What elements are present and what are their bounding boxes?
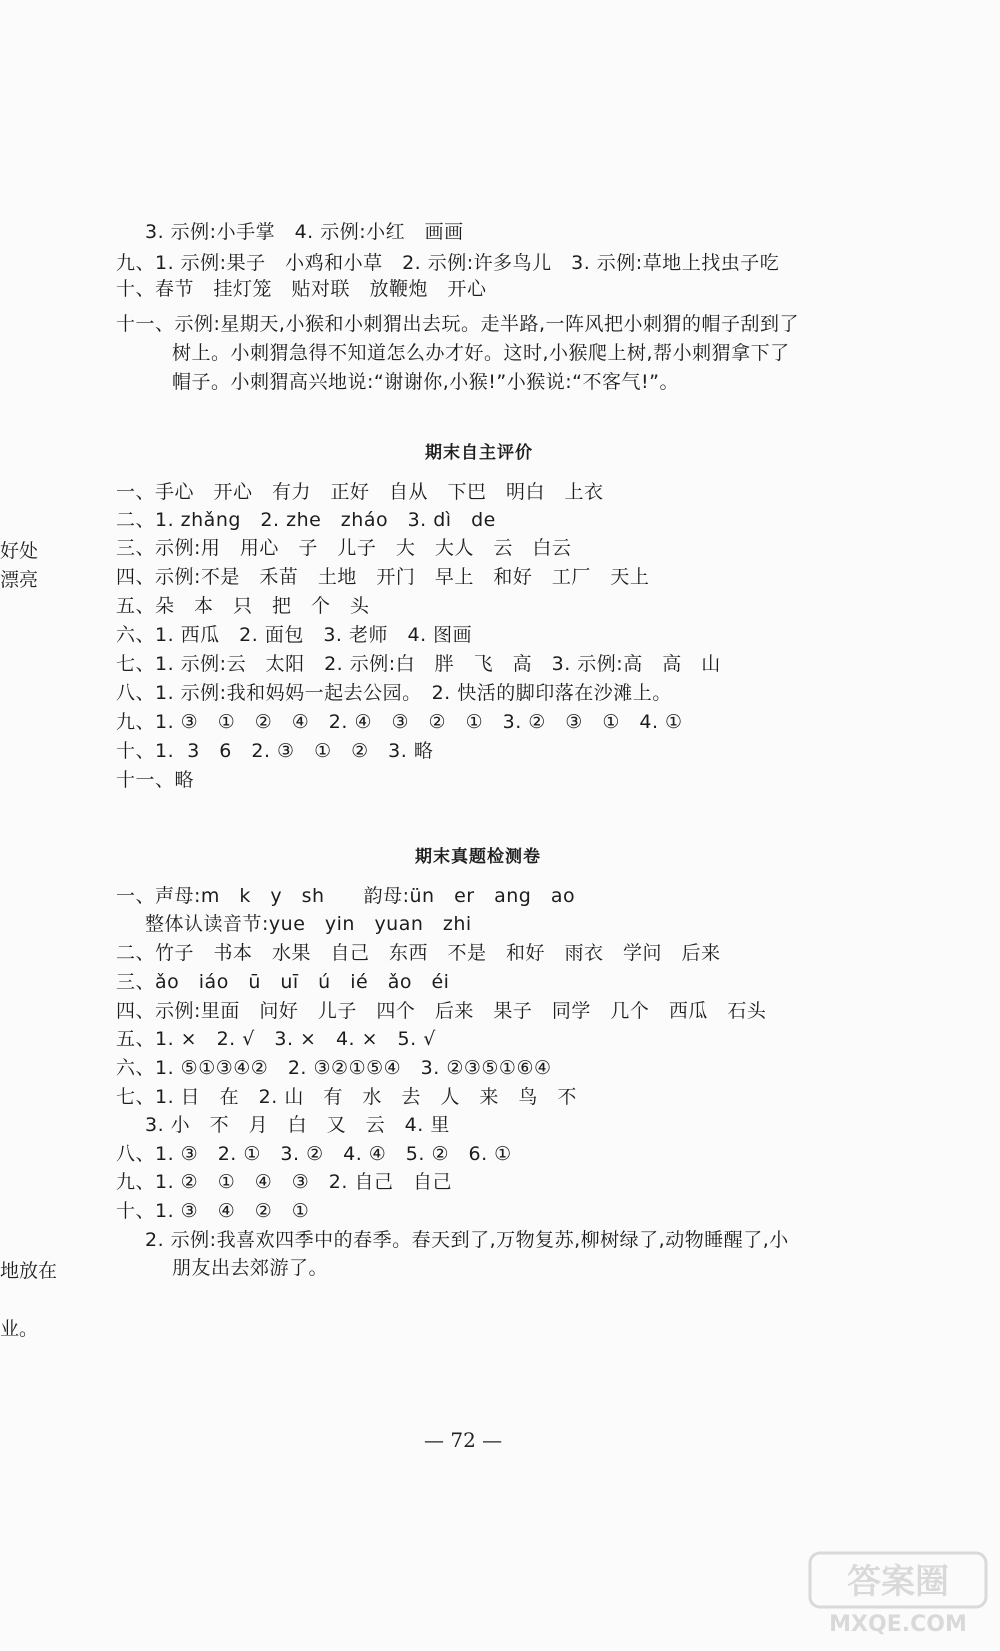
answer-line: 一、手心 开心 有力 正好 自从 下巴 明白 上衣 bbox=[116, 481, 604, 503]
answer-line: 2. 示例:我喜欢四季中的春季。春天到了,万物复苏,柳树绿了,动物睡醒了,小 bbox=[145, 1229, 789, 1251]
section-title: 期末真题检测卷 bbox=[415, 847, 541, 867]
answer-line: 八、1. ③ 2. ① 3. ② 4. ④ 5. ② 6. ① bbox=[116, 1143, 512, 1165]
watermark-text: 答案圈 bbox=[847, 1562, 949, 1602]
answer-line: 一、声母:m k y sh 韵母:ün er ang ao bbox=[116, 885, 576, 907]
answer-line: 八、1. 示例:我和妈妈一起去公园。 2. 快活的脚印落在沙滩上。 bbox=[116, 682, 672, 704]
answer-line: 五、1. × 2. √ 3. × 4. × 5. √ bbox=[116, 1028, 436, 1050]
answer-line: 十一、略 bbox=[116, 769, 195, 791]
answer-line: 四、示例:里面 问好 儿子 四个 后来 果子 同学 几个 西瓜 石头 bbox=[116, 1000, 767, 1022]
answer-line: 三、ǎo iáo ū uī ú ié ǎo éi bbox=[116, 971, 450, 993]
answer-line: 九、1. ③ ① ② ④ 2. ④ ③ ② ① 3. ② ③ ① 4. ① bbox=[116, 711, 683, 733]
answer-line: 树上。小刺猬急得不知道怎么办才好。这时,小猴爬上树,帮小刺猬拿下了 bbox=[172, 342, 790, 364]
answer-line: 九、1. 示例:果子 小鸡和小草 2. 示例:许多鸟儿 3. 示例:草地上找虫子吃 bbox=[116, 252, 780, 274]
watermark-url: MXQE.COM bbox=[829, 1612, 967, 1637]
answer-line: 整体认读音节:yue yin yuan zhi bbox=[145, 913, 472, 935]
answer-line: 十、1. ③ ④ ② ① bbox=[116, 1200, 310, 1222]
answer-line: 3. 小 不 月 白 又 云 4. 里 bbox=[145, 1114, 450, 1136]
answer-line: 七、1. 日 在 2. 山 有 水 去 人 来 鸟 不 bbox=[116, 1086, 577, 1108]
answer-line: 七、1. 示例:云 太阳 2. 示例:白 胖 飞 高 3. 示例:高 高 山 bbox=[116, 653, 721, 675]
answer-line: 三、示例:用 用心 子 儿子 大 大人 云 白云 bbox=[116, 537, 572, 559]
section-title: 期末自主评价 bbox=[425, 443, 533, 463]
edge-fragment: 好处 bbox=[0, 540, 39, 562]
answer-line: 帽子。小刺猬高兴地说:“谢谢你,小猴!”小猴说:“不客气!”。 bbox=[172, 371, 679, 393]
page-number: — 72 — bbox=[424, 1428, 503, 1452]
edge-fragment: 漂亮 bbox=[0, 569, 39, 591]
answer-line: 朋友出去郊游了。 bbox=[172, 1257, 329, 1279]
answer-line: 五、朵 本 只 把 个 头 bbox=[116, 595, 370, 617]
edge-fragment: 地放在 bbox=[0, 1260, 58, 1282]
answer-line: 十一、示例:星期天,小猴和小刺猬出去玩。走半路,一阵风把小刺猬的帽子刮到了 bbox=[116, 313, 799, 335]
answer-line: 3. 示例:小手掌 4. 示例:小红 画画 bbox=[145, 221, 464, 243]
answer-line: 六、1. ⑤①③④② 2. ③②①⑤④ 3. ②③⑤①⑥④ bbox=[116, 1057, 552, 1079]
answer-line: 四、示例:不是 禾苗 土地 开门 早上 和好 工厂 天上 bbox=[116, 566, 650, 588]
edge-fragment: 业。 bbox=[0, 1318, 39, 1340]
answer-line: 十、1. 3 6 2. ③ ① ② 3. 略 bbox=[116, 740, 434, 762]
answer-line: 九、1. ② ① ④ ③ 2. 自己 自己 bbox=[116, 1171, 452, 1193]
answer-line: 六、1. 西瓜 2. 面包 3. 老师 4. 图画 bbox=[116, 624, 473, 646]
answer-line: 二、1. zhǎng 2. zhe zháo 3. dì de bbox=[116, 509, 496, 531]
watermark-logo bbox=[808, 1551, 988, 1637]
answer-line: 十、春节 挂灯笼 贴对联 放鞭炮 开心 bbox=[116, 278, 487, 300]
answer-line: 二、竹子 书本 水果 自己 东西 不是 和好 雨衣 学问 后来 bbox=[116, 942, 721, 964]
